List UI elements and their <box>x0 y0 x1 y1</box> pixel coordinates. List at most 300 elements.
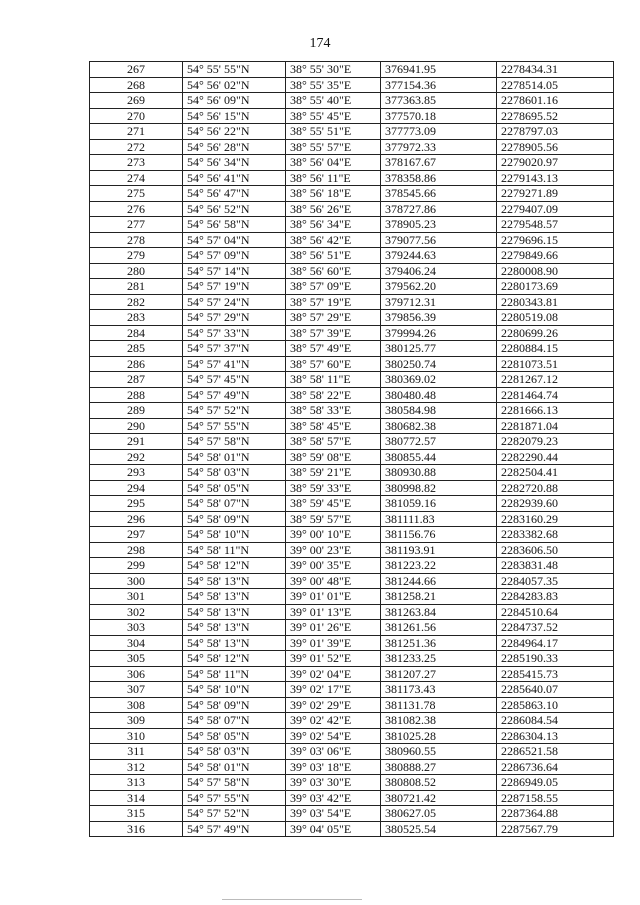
y-coordinate-cell: 2287158.55 <box>497 790 614 806</box>
y-coordinate-cell: 2280008.90 <box>497 263 614 279</box>
x-coordinate-cell: 379712.31 <box>381 294 497 310</box>
latitude-cell: 54° 56' 47"N <box>183 186 286 202</box>
y-coordinate-cell: 2278695.52 <box>497 108 614 124</box>
latitude-cell: 54° 56' 09"N <box>183 93 286 109</box>
y-coordinate-cell: 2280884.15 <box>497 341 614 357</box>
x-coordinate-cell: 379077.56 <box>381 232 497 248</box>
latitude-cell: 54° 58' 13"N <box>183 635 286 651</box>
x-coordinate-cell: 380584.98 <box>381 403 497 419</box>
longitude-cell: 39° 02' 04"E <box>286 666 381 682</box>
point-number-cell: 267 <box>90 62 183 78</box>
coordinates-table <box>89 61 614 837</box>
x-coordinate-cell: 378727.86 <box>381 201 497 217</box>
longitude-cell: 39° 00' 48"E <box>286 573 381 589</box>
x-coordinate-cell: 380721.42 <box>381 790 497 806</box>
table-row <box>90 434 614 450</box>
y-coordinate-cell: 2279849.66 <box>497 248 614 264</box>
longitude-cell: 39° 03' 06"E <box>286 744 381 760</box>
longitude-cell: 38° 56' 04"E <box>286 155 381 171</box>
x-coordinate-cell: 380930.88 <box>381 465 497 481</box>
table-row <box>90 542 614 558</box>
table-row <box>90 62 614 78</box>
longitude-cell: 39° 01' 39"E <box>286 635 381 651</box>
point-number-cell: 289 <box>90 403 183 419</box>
x-coordinate-cell: 377154.36 <box>381 77 497 93</box>
point-number-cell: 281 <box>90 279 183 295</box>
point-number-cell: 287 <box>90 372 183 388</box>
table-row <box>90 217 614 233</box>
point-number-cell: 272 <box>90 139 183 155</box>
point-number-cell: 295 <box>90 496 183 512</box>
point-number-cell: 303 <box>90 620 183 636</box>
latitude-cell: 54° 57' 33"N <box>183 325 286 341</box>
table-row <box>90 77 614 93</box>
x-coordinate-cell: 380855.44 <box>381 449 497 465</box>
y-coordinate-cell: 2280699.26 <box>497 325 614 341</box>
table-row <box>90 325 614 341</box>
latitude-cell: 54° 58' 01"N <box>183 449 286 465</box>
point-number-cell: 291 <box>90 434 183 450</box>
latitude-cell: 54° 56' 02"N <box>183 77 286 93</box>
latitude-cell: 54° 58' 11"N <box>183 542 286 558</box>
y-coordinate-cell: 2279407.09 <box>497 201 614 217</box>
point-number-cell: 296 <box>90 511 183 527</box>
y-coordinate-cell: 2283160.29 <box>497 511 614 527</box>
longitude-cell: 39° 01' 52"E <box>286 651 381 667</box>
longitude-cell: 38° 57' 60"E <box>286 356 381 372</box>
latitude-cell: 54° 57' 45"N <box>183 372 286 388</box>
longitude-cell: 39° 02' 42"E <box>286 713 381 729</box>
x-coordinate-cell: 378545.66 <box>381 186 497 202</box>
longitude-cell: 38° 59' 21"E <box>286 465 381 481</box>
y-coordinate-cell: 2278434.31 <box>497 62 614 78</box>
table-row <box>90 124 614 140</box>
table-row <box>90 744 614 760</box>
table-row <box>90 279 614 295</box>
latitude-cell: 54° 58' 11"N <box>183 666 286 682</box>
table-row <box>90 387 614 403</box>
x-coordinate-cell: 380369.02 <box>381 372 497 388</box>
x-coordinate-cell: 380998.82 <box>381 480 497 496</box>
footer-divider <box>222 899 362 900</box>
latitude-cell: 54° 58' 13"N <box>183 573 286 589</box>
x-coordinate-cell: 377363.85 <box>381 93 497 109</box>
longitude-cell: 38° 59' 33"E <box>286 480 381 496</box>
table-row <box>90 341 614 357</box>
x-coordinate-cell: 381025.28 <box>381 728 497 744</box>
x-coordinate-cell: 381193.91 <box>381 542 497 558</box>
longitude-cell: 38° 59' 08"E <box>286 449 381 465</box>
x-coordinate-cell: 381261.56 <box>381 620 497 636</box>
longitude-cell: 38° 56' 60"E <box>286 263 381 279</box>
y-coordinate-cell: 2278797.03 <box>497 124 614 140</box>
table-row <box>90 139 614 155</box>
y-coordinate-cell: 2286304.13 <box>497 728 614 744</box>
point-number-cell: 279 <box>90 248 183 264</box>
latitude-cell: 54° 56' 58"N <box>183 217 286 233</box>
point-number-cell: 277 <box>90 217 183 233</box>
table-row <box>90 790 614 806</box>
point-number-cell: 306 <box>90 666 183 682</box>
point-number-cell: 286 <box>90 356 183 372</box>
y-coordinate-cell: 2282079.23 <box>497 434 614 450</box>
x-coordinate-cell: 379406.24 <box>381 263 497 279</box>
x-coordinate-cell: 380888.27 <box>381 759 497 775</box>
point-number-cell: 308 <box>90 697 183 713</box>
table-row <box>90 527 614 543</box>
longitude-cell: 38° 55' 35"E <box>286 77 381 93</box>
latitude-cell: 54° 58' 09"N <box>183 511 286 527</box>
latitude-cell: 54° 57' 55"N <box>183 790 286 806</box>
point-number-cell: 268 <box>90 77 183 93</box>
y-coordinate-cell: 2284964.17 <box>497 635 614 651</box>
y-coordinate-cell: 2278514.05 <box>497 77 614 93</box>
longitude-cell: 38° 57' 19"E <box>286 294 381 310</box>
y-coordinate-cell: 2279020.97 <box>497 155 614 171</box>
latitude-cell: 54° 56' 15"N <box>183 108 286 124</box>
table-row <box>90 449 614 465</box>
point-number-cell: 280 <box>90 263 183 279</box>
x-coordinate-cell: 377972.33 <box>381 139 497 155</box>
longitude-cell: 39° 03' 42"E <box>286 790 381 806</box>
longitude-cell: 38° 58' 22"E <box>286 387 381 403</box>
latitude-cell: 54° 58' 12"N <box>183 651 286 667</box>
y-coordinate-cell: 2285190.33 <box>497 651 614 667</box>
table-row <box>90 666 614 682</box>
longitude-cell: 39° 02' 54"E <box>286 728 381 744</box>
table-row <box>90 465 614 481</box>
table-row <box>90 93 614 109</box>
y-coordinate-cell: 2286521.58 <box>497 744 614 760</box>
y-coordinate-cell: 2281073.51 <box>497 356 614 372</box>
latitude-cell: 54° 58' 05"N <box>183 728 286 744</box>
y-coordinate-cell: 2283831.48 <box>497 558 614 574</box>
longitude-cell: 38° 55' 51"E <box>286 124 381 140</box>
longitude-cell: 39° 03' 18"E <box>286 759 381 775</box>
y-coordinate-cell: 2286736.64 <box>497 759 614 775</box>
longitude-cell: 39° 02' 17"E <box>286 682 381 698</box>
y-coordinate-cell: 2284510.64 <box>497 604 614 620</box>
longitude-cell: 38° 57' 39"E <box>286 325 381 341</box>
x-coordinate-cell: 378167.67 <box>381 155 497 171</box>
point-number-cell: 288 <box>90 387 183 403</box>
point-number-cell: 284 <box>90 325 183 341</box>
longitude-cell: 38° 55' 30"E <box>286 62 381 78</box>
x-coordinate-cell: 381258.21 <box>381 589 497 605</box>
y-coordinate-cell: 2282939.60 <box>497 496 614 512</box>
x-coordinate-cell: 377773.09 <box>381 124 497 140</box>
table-row <box>90 651 614 667</box>
y-coordinate-cell: 2282504.41 <box>497 465 614 481</box>
point-number-cell: 270 <box>90 108 183 124</box>
page-number: 174 <box>309 36 331 51</box>
point-number-cell: 297 <box>90 527 183 543</box>
point-number-cell: 269 <box>90 93 183 109</box>
longitude-cell: 38° 57' 49"E <box>286 341 381 357</box>
table-row <box>90 170 614 186</box>
point-number-cell: 304 <box>90 635 183 651</box>
table-row <box>90 558 614 574</box>
x-coordinate-cell: 381263.84 <box>381 604 497 620</box>
y-coordinate-cell: 2280173.69 <box>497 279 614 295</box>
point-number-cell: 305 <box>90 651 183 667</box>
latitude-cell: 54° 57' 58"N <box>183 434 286 450</box>
point-number-cell: 293 <box>90 465 183 481</box>
y-coordinate-cell: 2285640.07 <box>497 682 614 698</box>
x-coordinate-cell: 381251.36 <box>381 635 497 651</box>
x-coordinate-cell: 381059.16 <box>381 496 497 512</box>
longitude-cell: 38° 56' 42"E <box>286 232 381 248</box>
table-row <box>90 201 614 217</box>
table-row <box>90 682 614 698</box>
table-row <box>90 155 614 171</box>
longitude-cell: 39° 01' 01"E <box>286 589 381 605</box>
latitude-cell: 54° 57' 41"N <box>183 356 286 372</box>
coordinates-table-body <box>90 62 614 837</box>
table-row <box>90 821 614 837</box>
point-number-cell: 278 <box>90 232 183 248</box>
point-number-cell: 282 <box>90 294 183 310</box>
y-coordinate-cell: 2282720.88 <box>497 480 614 496</box>
x-coordinate-cell: 380682.38 <box>381 418 497 434</box>
x-coordinate-cell: 381131.78 <box>381 697 497 713</box>
longitude-cell: 39° 01' 13"E <box>286 604 381 620</box>
latitude-cell: 54° 58' 12"N <box>183 558 286 574</box>
y-coordinate-cell: 2287567.79 <box>497 821 614 837</box>
point-number-cell: 285 <box>90 341 183 357</box>
x-coordinate-cell: 380960.55 <box>381 744 497 760</box>
point-number-cell: 274 <box>90 170 183 186</box>
table-row <box>90 604 614 620</box>
latitude-cell: 54° 57' 52"N <box>183 806 286 822</box>
table-row <box>90 620 614 636</box>
x-coordinate-cell: 379994.26 <box>381 325 497 341</box>
y-coordinate-cell: 2280519.08 <box>497 310 614 326</box>
point-number-cell: 310 <box>90 728 183 744</box>
point-number-cell: 292 <box>90 449 183 465</box>
y-coordinate-cell: 2282290.44 <box>497 449 614 465</box>
point-number-cell: 302 <box>90 604 183 620</box>
y-coordinate-cell: 2280343.81 <box>497 294 614 310</box>
latitude-cell: 54° 58' 10"N <box>183 682 286 698</box>
y-coordinate-cell: 2279696.15 <box>497 232 614 248</box>
x-coordinate-cell: 379244.63 <box>381 248 497 264</box>
x-coordinate-cell: 380125.77 <box>381 341 497 357</box>
y-coordinate-cell: 2281464.74 <box>497 387 614 403</box>
point-number-cell: 283 <box>90 310 183 326</box>
y-coordinate-cell: 2278601.16 <box>497 93 614 109</box>
longitude-cell: 39° 03' 54"E <box>286 806 381 822</box>
longitude-cell: 38° 59' 57"E <box>286 511 381 527</box>
longitude-cell: 38° 55' 57"E <box>286 139 381 155</box>
x-coordinate-cell: 381111.83 <box>381 511 497 527</box>
longitude-cell: 38° 56' 11"E <box>286 170 381 186</box>
latitude-cell: 54° 58' 05"N <box>183 480 286 496</box>
x-coordinate-cell: 381156.76 <box>381 527 497 543</box>
latitude-cell: 54° 56' 28"N <box>183 139 286 155</box>
latitude-cell: 54° 57' 29"N <box>183 310 286 326</box>
latitude-cell: 54° 57' 19"N <box>183 279 286 295</box>
table-row <box>90 294 614 310</box>
point-number-cell: 300 <box>90 573 183 589</box>
y-coordinate-cell: 2281666.13 <box>497 403 614 419</box>
latitude-cell: 54° 58' 10"N <box>183 527 286 543</box>
y-coordinate-cell: 2281267.12 <box>497 372 614 388</box>
y-coordinate-cell: 2281871.04 <box>497 418 614 434</box>
x-coordinate-cell: 381173.43 <box>381 682 497 698</box>
table-row <box>90 186 614 202</box>
table-row <box>90 418 614 434</box>
point-number-cell: 275 <box>90 186 183 202</box>
latitude-cell: 54° 58' 13"N <box>183 589 286 605</box>
point-number-cell: 276 <box>90 201 183 217</box>
table-row <box>90 728 614 744</box>
y-coordinate-cell: 2286949.05 <box>497 775 614 791</box>
point-number-cell: 312 <box>90 759 183 775</box>
y-coordinate-cell: 2279143.13 <box>497 170 614 186</box>
longitude-cell: 39° 03' 30"E <box>286 775 381 791</box>
latitude-cell: 54° 56' 22"N <box>183 124 286 140</box>
latitude-cell: 54° 56' 34"N <box>183 155 286 171</box>
table-row <box>90 372 614 388</box>
latitude-cell: 54° 55' 55"N <box>183 62 286 78</box>
latitude-cell: 54° 58' 13"N <box>183 620 286 636</box>
point-number-cell: 316 <box>90 821 183 837</box>
table-row <box>90 356 614 372</box>
y-coordinate-cell: 2284283.83 <box>497 589 614 605</box>
longitude-cell: 38° 58' 57"E <box>286 434 381 450</box>
point-number-cell: 298 <box>90 542 183 558</box>
latitude-cell: 54° 56' 41"N <box>183 170 286 186</box>
table-row <box>90 589 614 605</box>
y-coordinate-cell: 2283382.68 <box>497 527 614 543</box>
x-coordinate-cell: 379856.39 <box>381 310 497 326</box>
latitude-cell: 54° 56' 52"N <box>183 201 286 217</box>
y-coordinate-cell: 2278905.56 <box>497 139 614 155</box>
latitude-cell: 54° 57' 58"N <box>183 775 286 791</box>
table-row <box>90 573 614 589</box>
point-number-cell: 301 <box>90 589 183 605</box>
latitude-cell: 54° 58' 03"N <box>183 744 286 760</box>
x-coordinate-cell: 380627.05 <box>381 806 497 822</box>
x-coordinate-cell: 380772.57 <box>381 434 497 450</box>
longitude-cell: 38° 56' 34"E <box>286 217 381 233</box>
latitude-cell: 54° 57' 09"N <box>183 248 286 264</box>
table-row <box>90 480 614 496</box>
longitude-cell: 39° 01' 26"E <box>286 620 381 636</box>
longitude-cell: 38° 56' 26"E <box>286 201 381 217</box>
longitude-cell: 38° 55' 40"E <box>286 93 381 109</box>
latitude-cell: 54° 58' 01"N <box>183 759 286 775</box>
longitude-cell: 38° 57' 29"E <box>286 310 381 326</box>
longitude-cell: 38° 56' 18"E <box>286 186 381 202</box>
x-coordinate-cell: 376941.95 <box>381 62 497 78</box>
latitude-cell: 54° 58' 13"N <box>183 604 286 620</box>
y-coordinate-cell: 2285863.10 <box>497 697 614 713</box>
y-coordinate-cell: 2287364.88 <box>497 806 614 822</box>
y-coordinate-cell: 2283606.50 <box>497 542 614 558</box>
longitude-cell: 38° 58' 45"E <box>286 418 381 434</box>
latitude-cell: 54° 57' 49"N <box>183 821 286 837</box>
longitude-cell: 38° 58' 33"E <box>286 403 381 419</box>
latitude-cell: 54° 58' 09"N <box>183 697 286 713</box>
longitude-cell: 38° 55' 45"E <box>286 108 381 124</box>
table-row <box>90 635 614 651</box>
x-coordinate-cell: 377570.18 <box>381 108 497 124</box>
latitude-cell: 54° 57' 55"N <box>183 418 286 434</box>
x-coordinate-cell: 380525.54 <box>381 821 497 837</box>
point-number-cell: 273 <box>90 155 183 171</box>
table-row <box>90 775 614 791</box>
y-coordinate-cell: 2279548.57 <box>497 217 614 233</box>
longitude-cell: 39° 00' 10"E <box>286 527 381 543</box>
point-number-cell: 307 <box>90 682 183 698</box>
latitude-cell: 54° 57' 04"N <box>183 232 286 248</box>
x-coordinate-cell: 381244.66 <box>381 573 497 589</box>
x-coordinate-cell: 381233.25 <box>381 651 497 667</box>
longitude-cell: 39° 02' 29"E <box>286 697 381 713</box>
latitude-cell: 54° 57' 37"N <box>183 341 286 357</box>
longitude-cell: 38° 58' 11"E <box>286 372 381 388</box>
y-coordinate-cell: 2284737.52 <box>497 620 614 636</box>
point-number-cell: 271 <box>90 124 183 140</box>
latitude-cell: 54° 58' 03"N <box>183 465 286 481</box>
x-coordinate-cell: 379562.20 <box>381 279 497 295</box>
x-coordinate-cell: 381207.27 <box>381 666 497 682</box>
point-number-cell: 299 <box>90 558 183 574</box>
longitude-cell: 39° 00' 35"E <box>286 558 381 574</box>
latitude-cell: 54° 57' 52"N <box>183 403 286 419</box>
x-coordinate-cell: 380250.74 <box>381 356 497 372</box>
longitude-cell: 38° 56' 51"E <box>286 248 381 264</box>
longitude-cell: 39° 04' 05"E <box>286 821 381 837</box>
table-row <box>90 511 614 527</box>
table-row <box>90 263 614 279</box>
latitude-cell: 54° 58' 07"N <box>183 496 286 512</box>
table-row <box>90 697 614 713</box>
x-coordinate-cell: 381223.22 <box>381 558 497 574</box>
y-coordinate-cell: 2279271.89 <box>497 186 614 202</box>
point-number-cell: 290 <box>90 418 183 434</box>
x-coordinate-cell: 381082.38 <box>381 713 497 729</box>
longitude-cell: 38° 59' 45"E <box>286 496 381 512</box>
point-number-cell: 294 <box>90 480 183 496</box>
table-row <box>90 232 614 248</box>
table-row <box>90 496 614 512</box>
latitude-cell: 54° 57' 14"N <box>183 263 286 279</box>
longitude-cell: 39° 00' 23"E <box>286 542 381 558</box>
y-coordinate-cell: 2284057.35 <box>497 573 614 589</box>
y-coordinate-cell: 2285415.73 <box>497 666 614 682</box>
latitude-cell: 54° 57' 24"N <box>183 294 286 310</box>
x-coordinate-cell: 378358.86 <box>381 170 497 186</box>
table-row <box>90 248 614 264</box>
latitude-cell: 54° 58' 07"N <box>183 713 286 729</box>
x-coordinate-cell: 380808.52 <box>381 775 497 791</box>
y-coordinate-cell: 2286084.54 <box>497 713 614 729</box>
table-row <box>90 713 614 729</box>
table-row <box>90 310 614 326</box>
x-coordinate-cell: 378905.23 <box>381 217 497 233</box>
table-row <box>90 403 614 419</box>
table-row <box>90 108 614 124</box>
point-number-cell: 314 <box>90 790 183 806</box>
longitude-cell: 38° 57' 09"E <box>286 279 381 295</box>
table-row <box>90 759 614 775</box>
x-coordinate-cell: 380480.48 <box>381 387 497 403</box>
table-row <box>90 806 614 822</box>
point-number-cell: 309 <box>90 713 183 729</box>
